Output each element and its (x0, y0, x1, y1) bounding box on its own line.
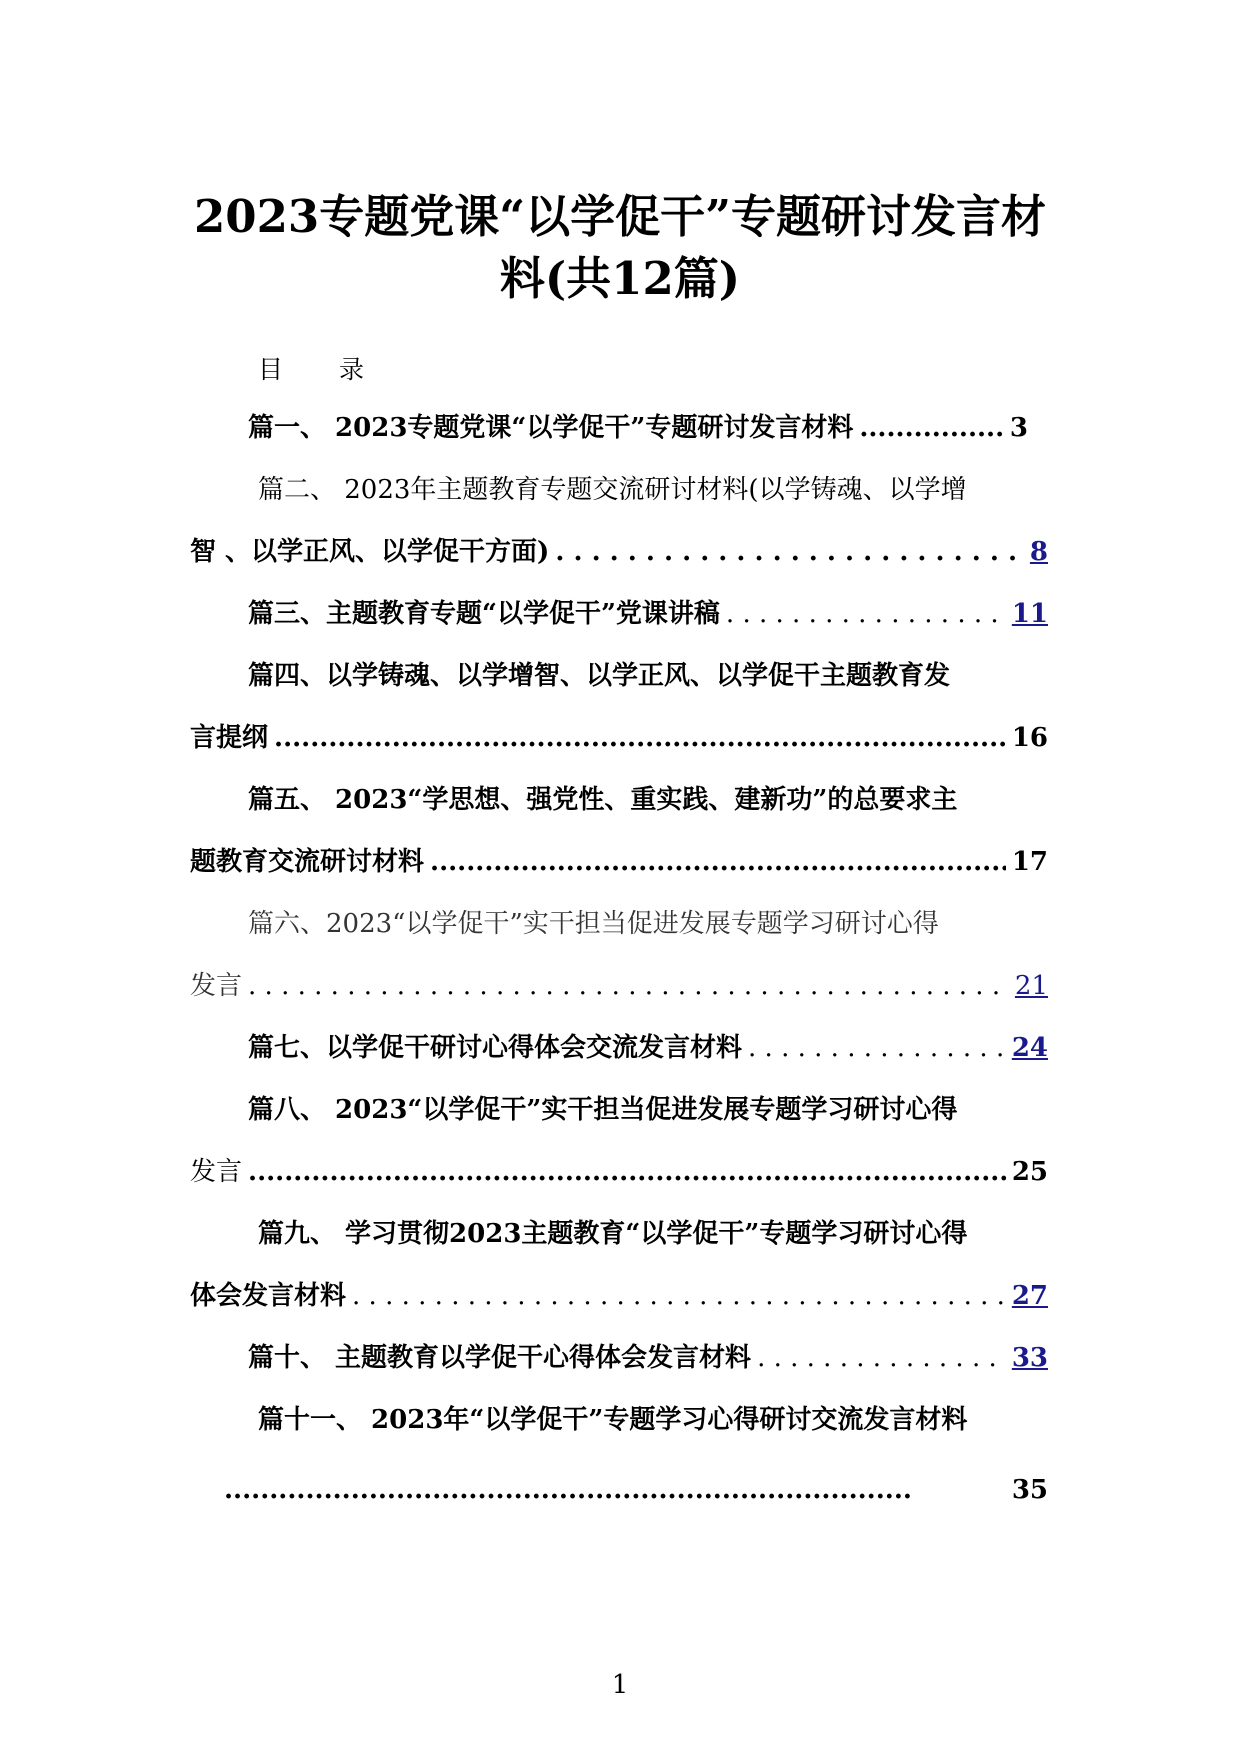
toc-entry-5-line1[interactable]: 篇五、 2023“学思想、强党性、重实践、建新功”的总要求主 (248, 785, 958, 815)
toc-entry-title: 篇七、以学促干研讨心得体会交流发言材料 (248, 1033, 743, 1063)
toc-entry-title: 发言 (190, 971, 243, 1001)
toc-entry-page: 25 (1011, 1157, 1048, 1187)
toc-entry-page-link[interactable]: 33 (1011, 1343, 1048, 1373)
dot-leader (224, 1470, 914, 1510)
toc-entry-5[interactable] (190, 842, 1048, 882)
toc-entry-4[interactable] (190, 718, 1048, 758)
dot-leader (555, 532, 1024, 572)
toc-entry-page: 3 (1009, 413, 1028, 443)
dot-leader (859, 408, 1004, 448)
title-line-1: 2023专题党课“以学促干”专题研讨发言材 (193, 190, 1046, 243)
toc-entry-title: 言提纲 (190, 723, 269, 753)
toc-entry-10[interactable] (248, 1338, 1048, 1378)
toc-entry-page: 17 (1011, 847, 1048, 877)
toc-entry-6-line1[interactable]: 篇六、2023“以学促干”实干担当促进发展专题学习研讨心得 (248, 909, 939, 939)
toc-entry-page-link[interactable]: 8 (1029, 537, 1048, 567)
toc-entry-7[interactable] (248, 1028, 1048, 1068)
dot-leader (757, 1338, 1006, 1378)
toc-entry-11[interactable] (224, 1470, 1048, 1510)
toc-entry-page-link[interactable]: 21 (1014, 971, 1048, 1001)
title-line-2: 料(共12篇) (499, 252, 741, 305)
toc-entry-4-line1[interactable]: 篇四、以学铸魂、以学增智、以学正风、以学促干主题教育发 (248, 661, 951, 691)
toc-entry-9-line1[interactable]: 篇九、 学习贯彻2023主题教育“以学促干”专题学习研讨心得 (258, 1219, 968, 1249)
dot-leader (748, 1028, 1006, 1068)
dot-leader (248, 1152, 1006, 1192)
toc-entry-2[interactable] (190, 532, 1048, 572)
toc-entry-title: 篇三、主题教育专题“以学促干”党课讲稿 (248, 599, 720, 629)
page-number: 1 (611, 1670, 629, 1700)
toc-entry-page-link[interactable]: 11 (1011, 599, 1048, 629)
toc-entry-title: 篇一、 2023专题党课“以学促干”专题研讨发言材料 (248, 413, 854, 443)
toc-entry-title: 体会发言材料 (190, 1281, 347, 1311)
toc-entry-9[interactable] (190, 1276, 1048, 1316)
document-title (150, 186, 1090, 310)
toc-entry-page-link[interactable]: 27 (1011, 1281, 1048, 1311)
toc-entry-2-line1[interactable]: 篇二、 2023年主题教育专题交流研讨材料(以学铸魂、以学增 (258, 475, 967, 505)
dot-leader (248, 966, 1009, 1006)
dot-leader (430, 842, 1006, 882)
toc-entry-6[interactable] (190, 966, 1048, 1006)
toc-heading: 目 录 (258, 355, 388, 384)
toc-entry-8-line1[interactable]: 篇八、 2023“以学促干”实干担当促进发展专题学习研讨心得 (248, 1095, 958, 1125)
toc-entry-page: 16 (1011, 723, 1048, 753)
toc-entry-3[interactable] (248, 594, 1048, 634)
dot-leader (274, 718, 1006, 758)
toc-entry-title: 智 、以学正风、以学促干方面) (190, 537, 550, 567)
dot-leader (352, 1276, 1006, 1316)
toc-entry-title: 篇十、 主题教育以学促干心得体会发言材料 (248, 1343, 752, 1373)
toc-entry-page: 35 (1011, 1475, 1048, 1505)
toc-entry-title: 发言 (190, 1157, 243, 1187)
dot-leader (726, 594, 1006, 634)
toc-entry-11-line1[interactable]: 篇十一、 2023年“以学促干”专题学习心得研讨交流发言材料 (258, 1405, 968, 1435)
toc-entry-1[interactable] (248, 408, 1028, 448)
toc-entry-page-link[interactable]: 24 (1011, 1033, 1048, 1063)
toc-entry-8[interactable] (190, 1152, 1048, 1192)
toc-entry-title: 题教育交流研讨材料 (190, 847, 425, 877)
